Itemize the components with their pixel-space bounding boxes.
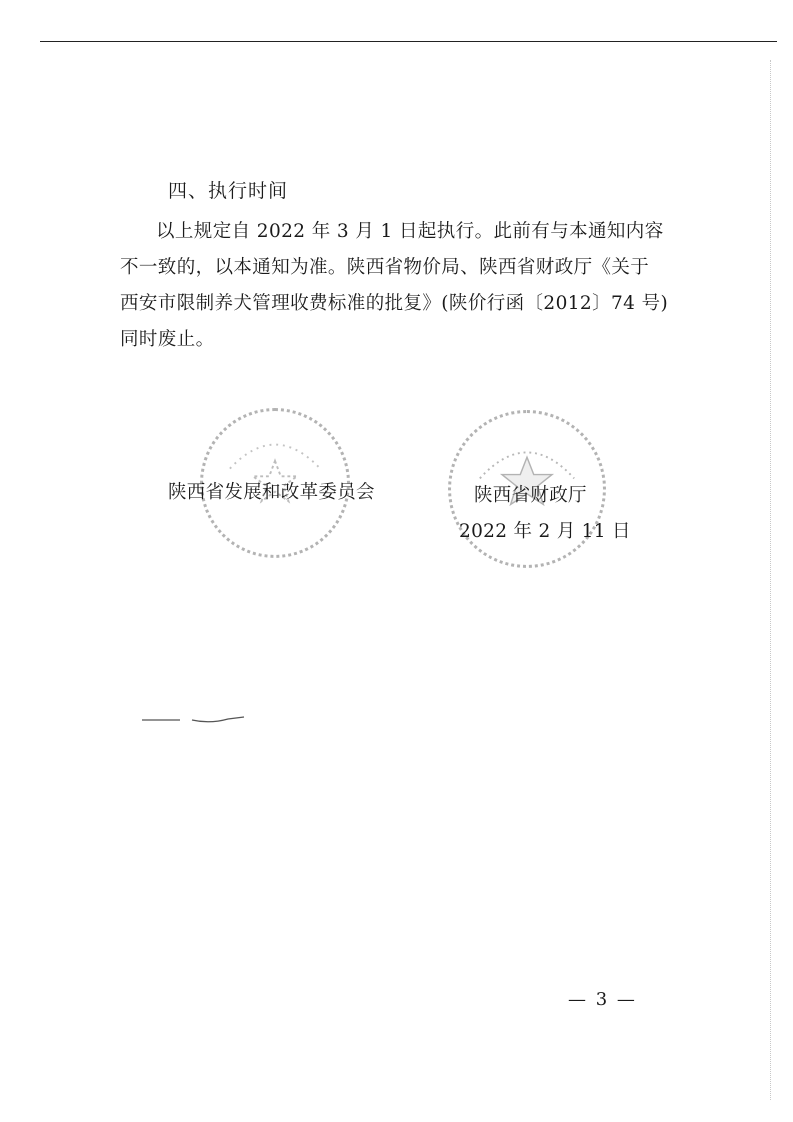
body-line: 不一致的，以本通知为准。陕西省物价局、陕西省财政厅《关于 [120, 257, 650, 278]
section-heading: 四、执行时间 [168, 180, 289, 202]
body-paragraph [120, 214, 680, 358]
body-line: 西安市限制养犬管理收费标准的批复》(陕价行函〔2012〕74 号) [120, 293, 669, 314]
issuer-left: 陕西省发展和改革委员会 [168, 482, 375, 503]
scan-edge-artifact [770, 60, 773, 1100]
issuer-right: 陕西省财政厅 [474, 485, 587, 506]
body-line: 同时废止。 [120, 329, 215, 350]
body-line: 以上规定自 2022 年 3 月 1 日起执行。此前有与本通知内容 [156, 221, 664, 242]
page-number: — 3 — [568, 989, 637, 1010]
header-rule [40, 41, 777, 42]
issue-date: 2022 年 2 月 11 日 [459, 521, 631, 542]
pen-mark [140, 712, 250, 726]
